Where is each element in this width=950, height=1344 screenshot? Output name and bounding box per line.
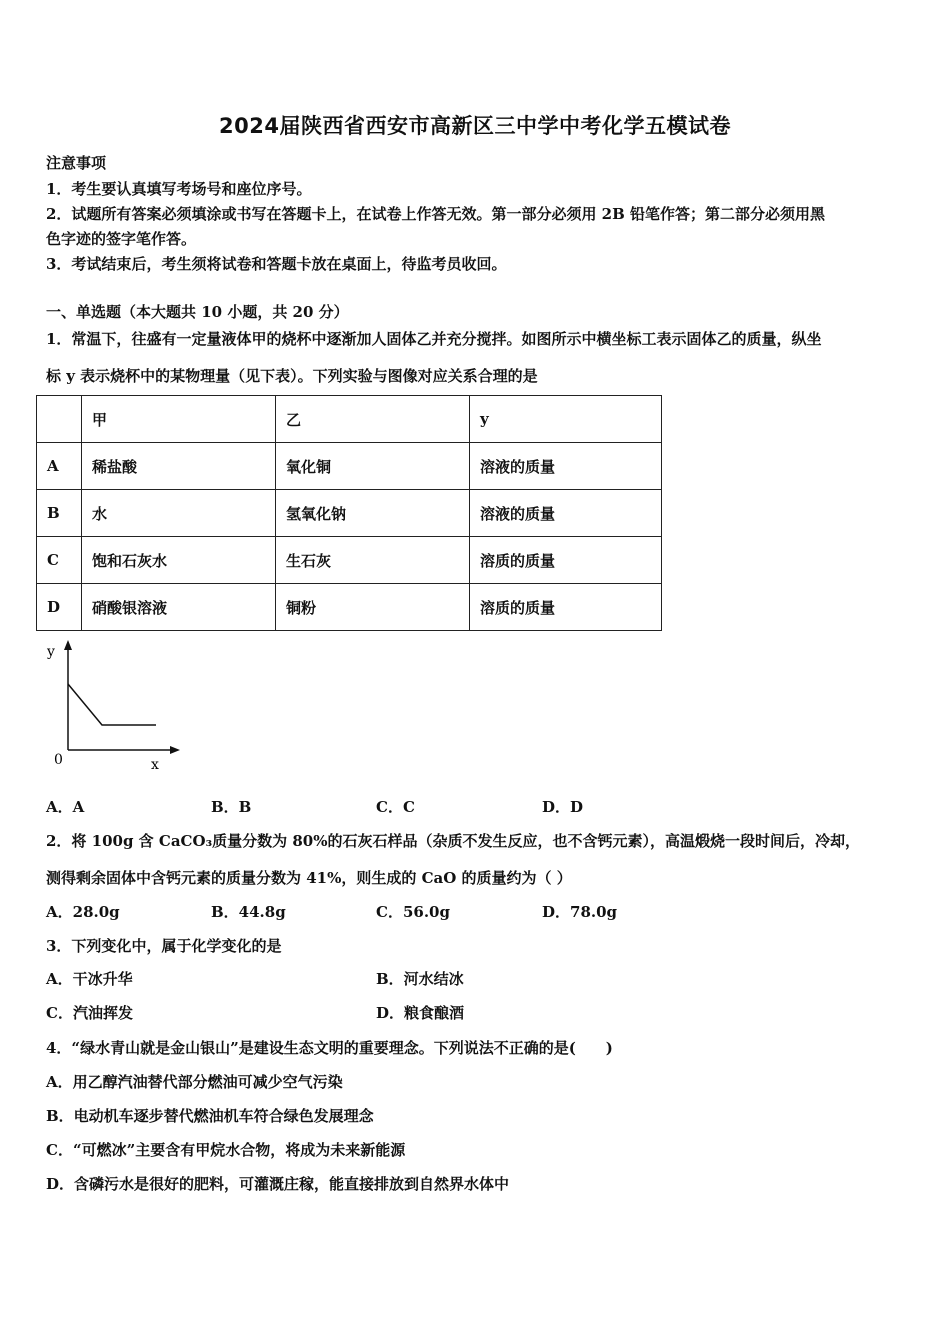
table-cell: 稀盐酸: [82, 443, 276, 490]
page-title: 2024届陕西省西安市高新区三中学中考化学五模试卷: [219, 114, 731, 138]
q3-option-c: C．汽油挥发: [46, 1004, 133, 1022]
q1-option-d: D．D: [542, 798, 584, 816]
q2-option-c: C．56.0g: [376, 903, 450, 921]
question-1-table: [36, 395, 662, 631]
y-axis-arrow: [64, 640, 72, 650]
table-cell: 乙: [276, 396, 470, 443]
table-cell: [37, 396, 82, 443]
table-cell: 溶液的质量: [470, 490, 662, 537]
notice-item: 1．考生要认真填写考场号和座位序号。: [46, 180, 312, 198]
q3-option-d: D．粮食酿酒: [376, 1004, 465, 1022]
q3-option-a: A．干冰升华: [46, 970, 133, 988]
question-1-stem-cont: 标 y 表示烧杯中的某物理量（见下表）。下列实验与图像对应关系合理的是: [46, 367, 538, 385]
section-heading: 一、单选题（本大题共 10 小题，共 20 分）: [46, 303, 349, 321]
table-cell: 溶质的质量: [470, 584, 662, 631]
table-cell: C: [37, 537, 82, 584]
table-cell: y: [470, 396, 662, 443]
table-cell: 铜粉: [276, 584, 470, 631]
q4-option-d: D．含磷污水是很好的肥料，可灌溉庄稼，能直接排放到自然界水体中: [46, 1175, 510, 1193]
q4-option-b: B．电动机车逐步替代燃油机车符合绿色发展理念: [46, 1107, 374, 1125]
table-cell: 氢氧化钠: [276, 490, 470, 537]
table-cell: 甲: [82, 396, 276, 443]
table-cell: 硝酸银溶液: [82, 584, 276, 631]
q1-option-b: B．B: [211, 798, 252, 816]
table-cell: B: [37, 490, 82, 537]
table-cell: 饱和石灰水: [82, 537, 276, 584]
table-cell: D: [37, 584, 82, 631]
q3-option-b: B．河水结冰: [376, 970, 464, 988]
question-1-graph: [40, 638, 190, 778]
graph-curve: [68, 684, 156, 725]
q2-option-a: A．28.0g: [46, 903, 120, 921]
x-axis-label: x: [151, 757, 159, 773]
notice-item: 3．考试结束后，考生须将试卷和答题卡放在桌面上，待监考员收回。: [46, 255, 507, 273]
question-3-stem: 3．下列变化中，属于化学变化的是: [46, 937, 282, 955]
x-axis-arrow: [170, 746, 180, 754]
notice-item: 色字迹的签字笔作答。: [46, 230, 197, 248]
table-row: [37, 490, 662, 537]
table-row: [37, 584, 662, 631]
origin-label: 0: [54, 752, 63, 768]
table-row: [37, 537, 662, 584]
table-cell: 水: [82, 490, 276, 537]
table-row: [37, 443, 662, 490]
table-cell: 生石灰: [276, 537, 470, 584]
table-header-row: [37, 396, 662, 443]
q2-option-b: B．44.8g: [211, 903, 286, 921]
question-2-stem: 2．将 100g 含 CaCO₃质量分数为 80%的石灰石样品（杂质不发生反应，也不含钙元素），高温煅烧一段时间后，冷却，: [46, 832, 860, 850]
question-2-stem-cont: 测得剩余固体中含钙元素的质量分数为 41%，则生成的 CaO 的质量约为（ ）: [46, 869, 572, 887]
table-cell: A: [37, 443, 82, 490]
q4-option-a: A．用乙醇汽油替代部分燃油可减少空气污染: [46, 1073, 343, 1091]
table-cell: 氧化铜: [276, 443, 470, 490]
question-1-stem: 1．常温下，往盛有一定量液体甲的烧杯中逐渐加人固体乙并充分搅拌。如图所示中横坐标工表示固体乙的质量，纵坐: [46, 330, 822, 348]
q2-option-d: D．78.0g: [542, 903, 618, 921]
q1-option-a: A．A: [46, 798, 85, 816]
q4-option-c: C．“可燃冰”主要含有甲烷水合物，将成为未来新能源: [46, 1141, 406, 1159]
table-cell: 溶质的质量: [470, 537, 662, 584]
y-axis-label: y: [47, 644, 55, 660]
table-cell: 溶液的质量: [470, 443, 662, 490]
q1-option-c: C．C: [376, 798, 415, 816]
notice-item: 2．试题所有答案必须填涂或书写在答题卡上，在试卷上作答无效。第一部分必须用 2B 铅笔作答；第二部分必须用黑: [46, 205, 826, 223]
question-4-stem: 4．“绿水青山就是金山银山”是建设生态文明的重要理念。下列说法不正确的是( ): [46, 1039, 613, 1057]
notice-heading: 注意事项: [46, 154, 107, 172]
